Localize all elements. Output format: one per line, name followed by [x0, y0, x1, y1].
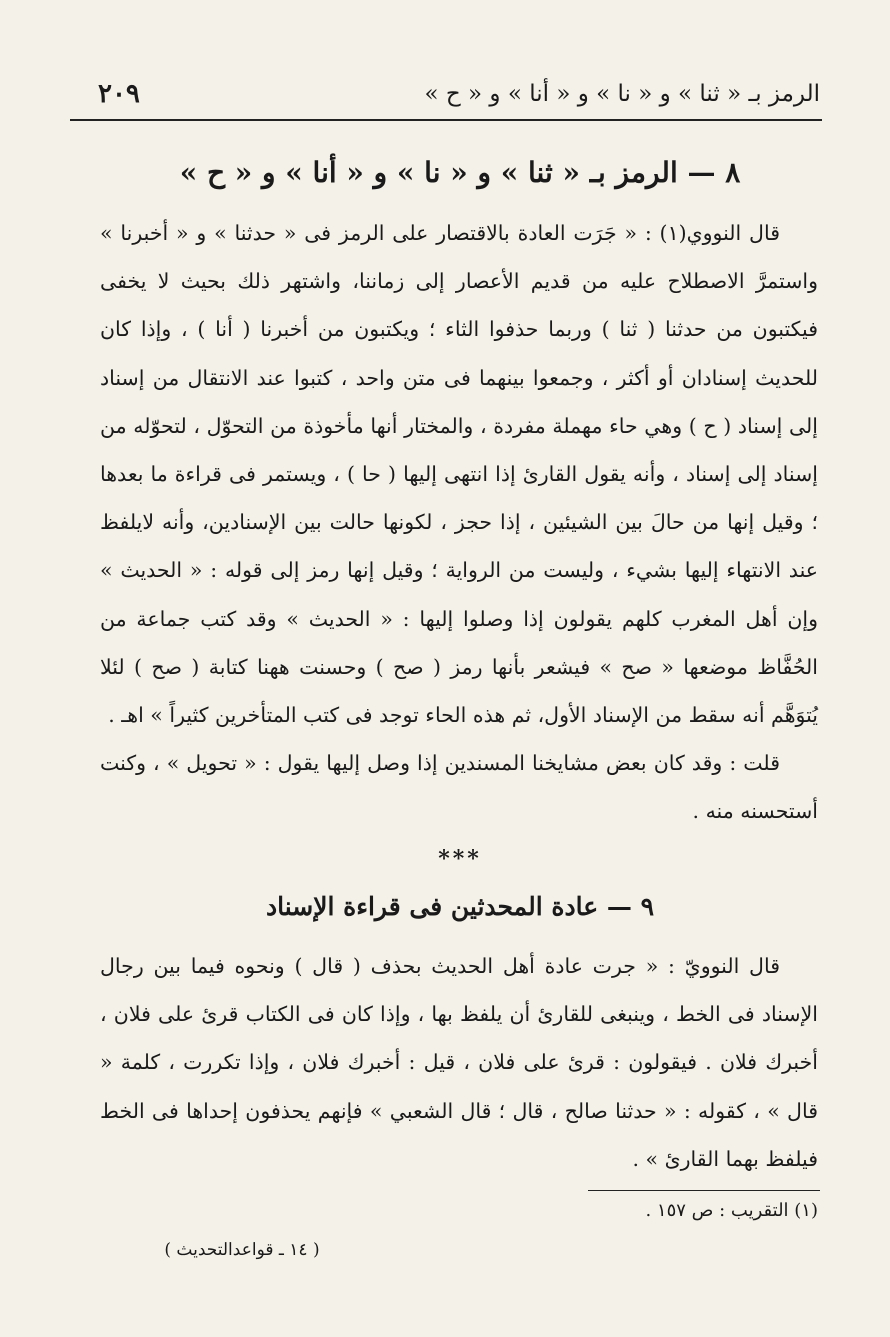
section-8-body: [100, 209, 818, 836]
section-8-paragraph-2: قلت : وقد كان بعض مشايخنا المسندين إذا وصل إليها يقول : « تحويل » ، وكنت أستحسنه منه .: [100, 751, 818, 824]
section-9-heading: ٩ — عادة المحدثين فى قراءة الإسناد: [265, 892, 654, 921]
footnote: (١) التقريب : ص ١٥٧ .: [645, 1200, 818, 1221]
section-9-paragraph-1: قال النوويّ : « جرت عادة أهل الحديث بحذف ( قال ) ونحوه فيما بين رجال الإسناد فى الخط ، وينبغى للقارئ أن يلفظ بها ، وإذا كان فى الكتاب قرئ على فلان ، أخبرك فلان . فيقولون : قرئ على فلان ، قيل : أخبرك فلان ، وإذا تكررت ، كلمة « قال » ، كقوله : « حدثنا صالح ، قال ؛ قال الشعبي » فإنهم يحذفون إحداها فى الخط فيلفظ بهما القارئ » .: [100, 954, 818, 1171]
header-rule: [70, 119, 822, 121]
section-8-paragraph-1: قال النووي(١) : « جَرَت العادة بالاقتصار على الرمز فى « حدثنا » و « أخبرنا » واستمرَّ الاصطلاح عليه من قديم الأعصار إلى زماننا، واشتهر ذلك بحيث لا يخفى فيكتبون من حدثنا ( ثنا ) وربما حذفوا الثاء ؛ ويكتبون من أخبرنا ( أنا ) ، وإذا كان للحديث إسنادان أو أكثر ، وجمعوا بينهما فى متن واحد ، كتبوا عند الانتقال من إسناد إلى إسناد ( ح ) وهي حاء مهملة مفردة ، والمختار أنها مأخوذة من التحوّل ، لتحوّله من إسناد إلى إسناد ، وأنه يقول القارئ إذا انتهى إليها ( حا ) ، ويستمر فى قراءة ما بعدها ؛ وقيل إنها من حالَ بين الشيئين ، إذا حجز ، لكونها حالت بين الإسنادين، وأنه لايلفظ عند الانتهاء إليها بشيء ، وليست من الرواية ؛ وقيل إنها رمز إلى قوله : « الحديث » وإن أهل المغرب كلهم يقولون إذا وصلوا إليها : « الحديث » وقد كتب جماعة من الحُفَّاظ موضعها « صح » فيشعر بأنها رمز ( صح ) وحسنت ههنا كتابة ( صح ) لئلا يُتوَهَّم أنه سقط من الإسناد الأول، ثم هذه الحاء توجد فى كتب المتأخرين كثيراً » اهـ .: [100, 221, 818, 728]
header-title: الرمز بـ « ثنا » و « نا » و « أنا » و « ح »: [424, 81, 820, 107]
section-8-heading: ٨ — الرمز بـ « ثنا » و « نا » و « أنا » و « ح »: [179, 156, 741, 189]
section-separator: ***: [438, 846, 482, 872]
running-header: [98, 72, 820, 116]
signature-mark: ( ١٤ ـ قواعدالتحديث ): [164, 1240, 320, 1260]
page-number: ٢٠٩: [98, 79, 140, 109]
footnote-rule: [588, 1190, 820, 1191]
section-9-body: [100, 942, 818, 1183]
